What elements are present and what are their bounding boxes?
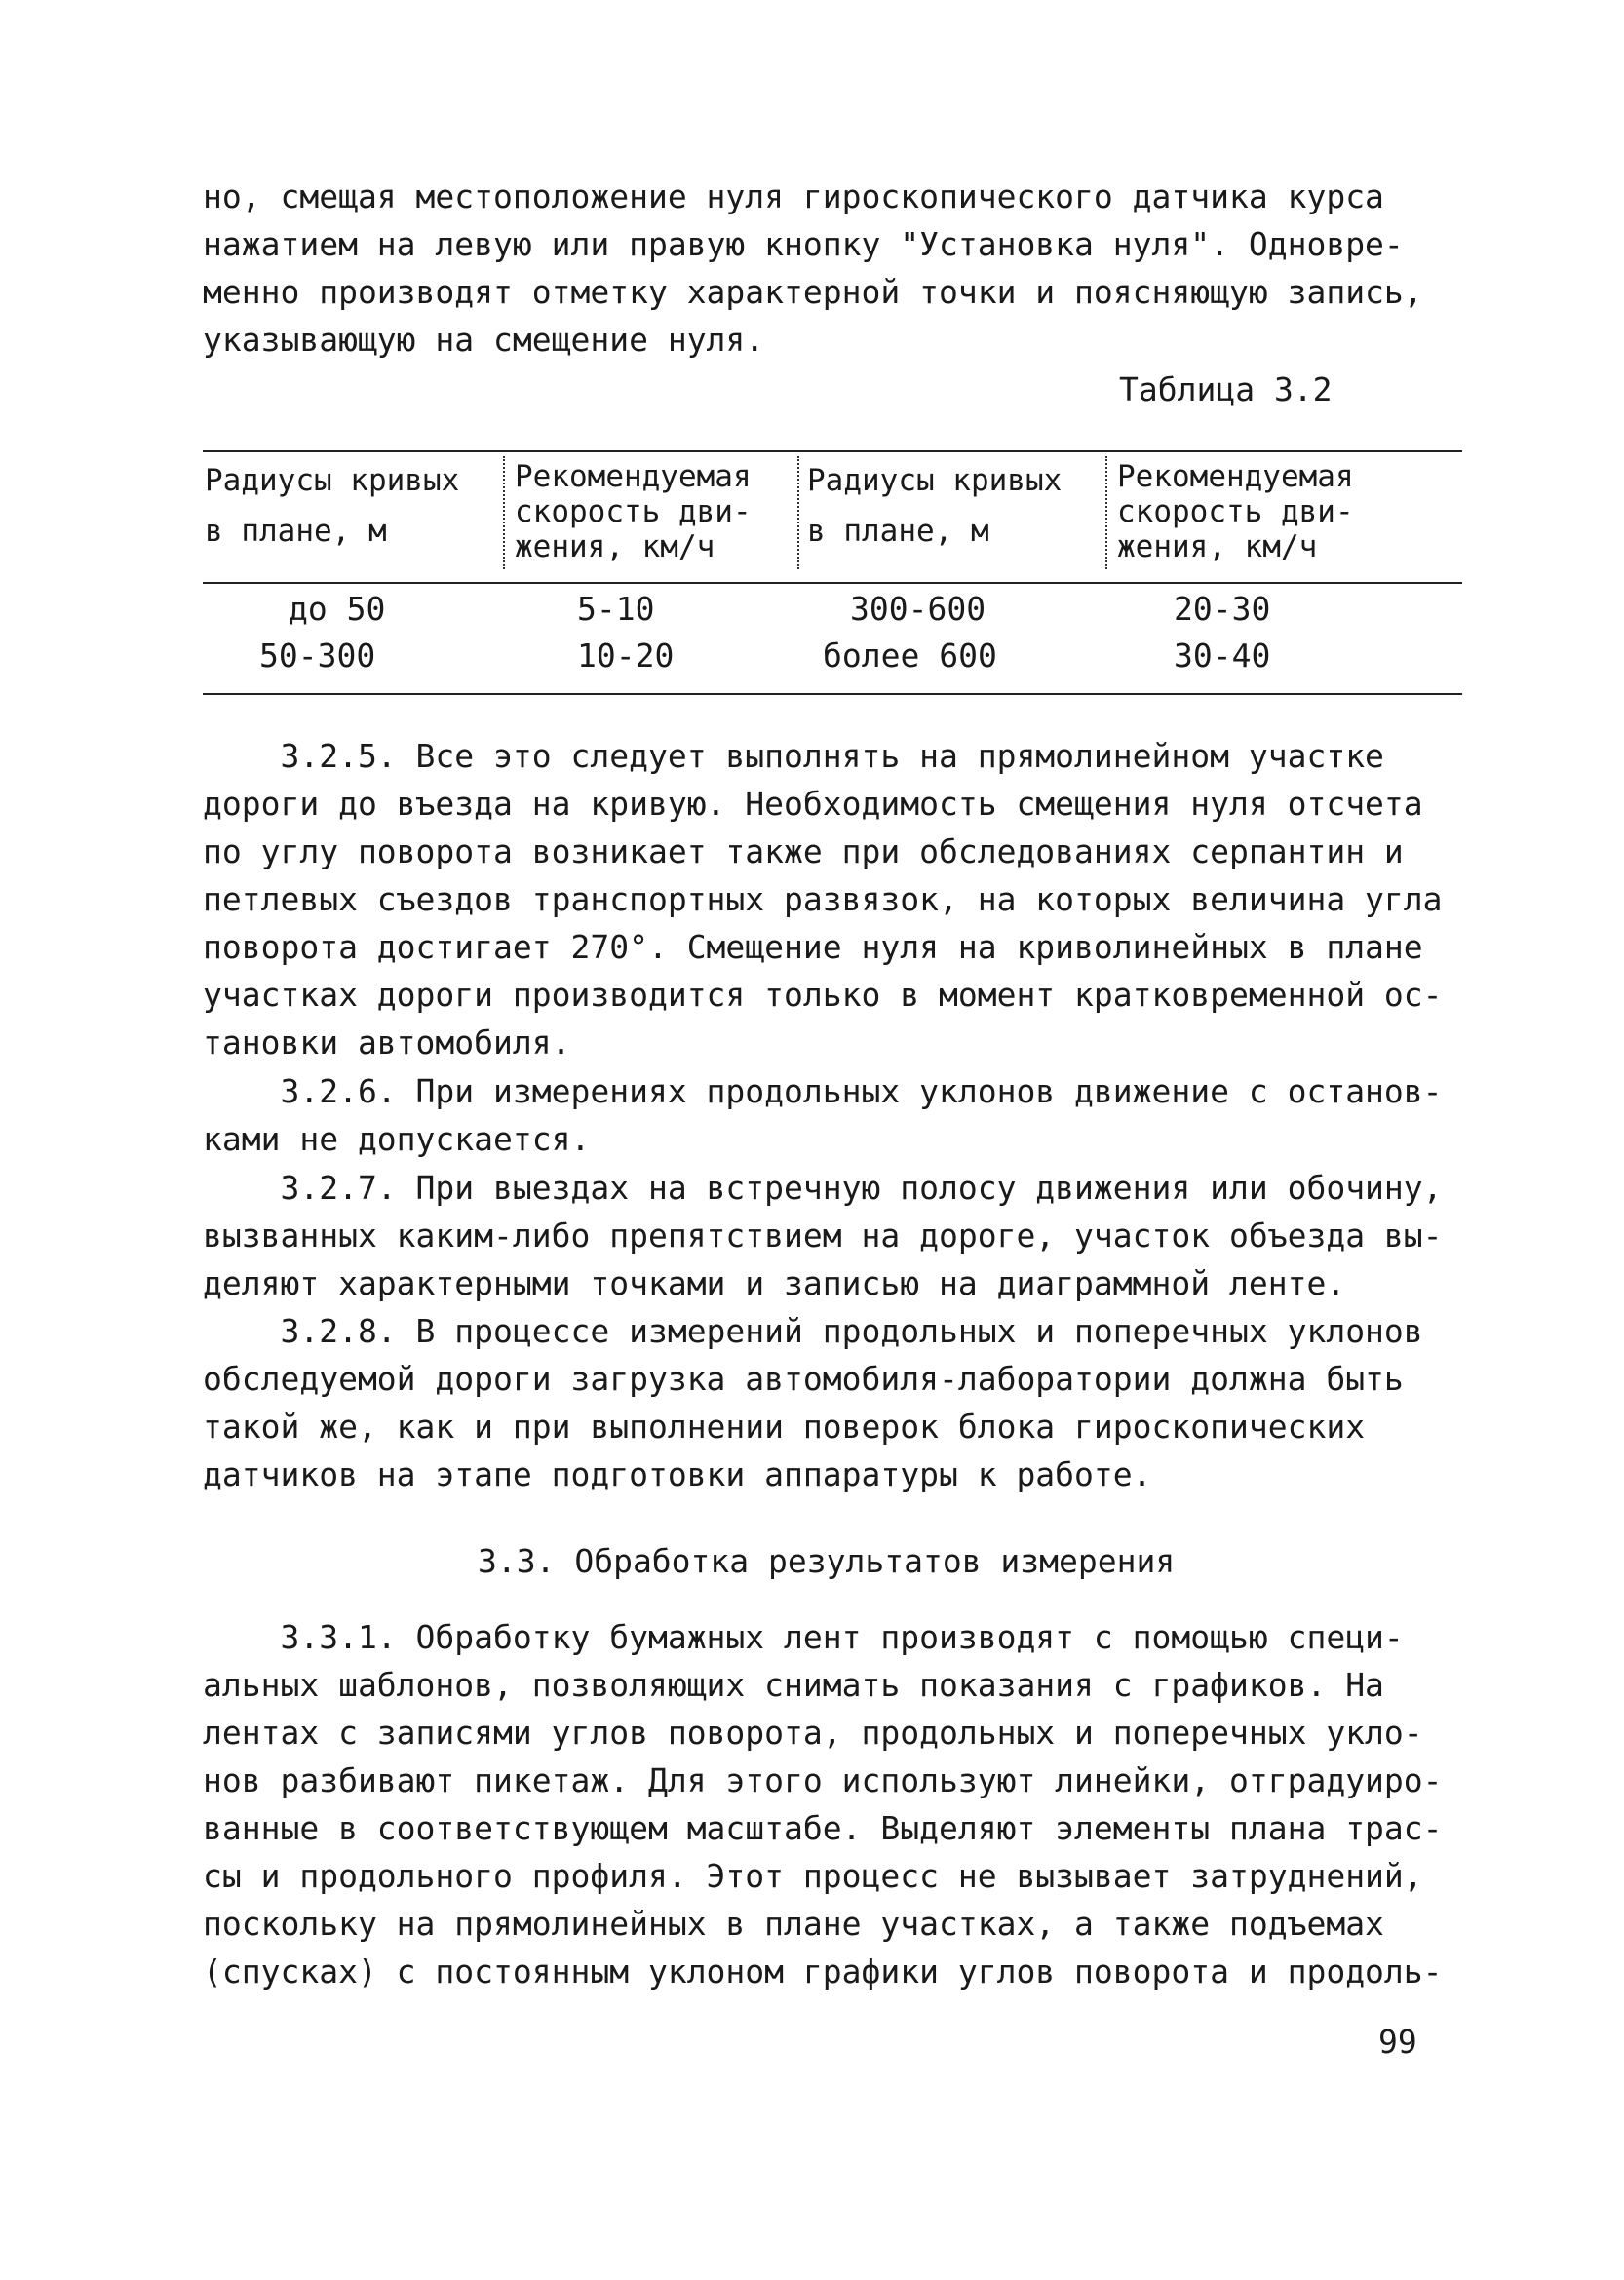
- table-cell: 30-40: [1174, 637, 1271, 675]
- table-header-cell: Рекомендуемая: [515, 459, 752, 494]
- table-cell: 5-10: [577, 590, 655, 628]
- table-cell: 50-300: [259, 637, 376, 675]
- body-text-line: лентах с записями углов поворота, продольных и поперечных укло-: [203, 1714, 1423, 1752]
- table-header-cell: жения, км/ч: [515, 529, 715, 564]
- page-number: 99: [1378, 2023, 1417, 2061]
- body-text-line: поворота достигает 270°. Смещение нуля на криволинейных в плане: [203, 928, 1423, 966]
- body-text-line: по углу поворота возникает также при обследованиях серпантин и: [203, 832, 1404, 870]
- table-cell: более 600: [823, 637, 997, 675]
- table-header-cell: скорость дви-: [515, 494, 752, 529]
- body-text-line: альных шаблонов, позволяющих снимать показания с графиков. На: [203, 1666, 1384, 1704]
- body-text-line: указывающую на смещение нуля.: [203, 321, 765, 359]
- body-text-line: 3.2.6. При измерениях продольных уклонов движение с останов-: [203, 1072, 1443, 1110]
- section-heading: 3.3. Обработка результатов измерения: [478, 1542, 1176, 1580]
- column-divider: [797, 456, 799, 569]
- table-cell: 300-600: [850, 590, 986, 628]
- body-text-line: сы и продольного профиля. Этот процесс не вызывает затруднений,: [203, 1857, 1423, 1895]
- body-text-line: обследуемой дороги загрузка автомобиля-лаборатории должна быть: [203, 1360, 1404, 1398]
- table-bottom-rule: [203, 693, 1462, 695]
- column-divider: [503, 456, 505, 569]
- body-text-line: ками не допускается.: [203, 1120, 591, 1158]
- body-text-line: нажатием на левую или правую кнопку "Установка нуля". Одновре-: [203, 225, 1404, 263]
- body-text-line: датчиков на этапе подготовки аппаратуры к работе.: [203, 1455, 1152, 1493]
- table-header-cell: Радиусы кривых: [807, 463, 1063, 498]
- table-header-cell: скорость дви-: [1117, 494, 1354, 529]
- table-header-cell: жения, км/ч: [1117, 529, 1318, 564]
- table-cell: 20-30: [1174, 590, 1271, 628]
- body-text-line: участках дороги производится только в момент кратковременной ос-: [203, 976, 1443, 1014]
- table-cell: до 50: [289, 590, 386, 628]
- body-text-line: но, смещая местоположение нуля гироскопического датчика курса: [203, 177, 1384, 215]
- body-text-line: 3.2.5. Все это следует выполнять на прямолинейном участке: [203, 737, 1384, 775]
- body-text-line: деляют характерными точками и записью на диаграммной ленте.: [203, 1264, 1346, 1302]
- body-text-line: тановки автомобиля.: [203, 1024, 571, 1062]
- body-text-line: дороги до въезда на кривую. Необходимость смещения нуля отсчета: [203, 785, 1423, 823]
- body-text-line: (спусках) с постоянным уклоном графики углов поворота и продоль-: [203, 1952, 1443, 1990]
- table-header-rule: [203, 582, 1462, 584]
- table-cell: 10-20: [577, 637, 675, 675]
- table-caption: Таблица 3.2: [1119, 370, 1333, 408]
- body-text-line: ванные в соответствующем масштабе. Выделяют элементы плана трас-: [203, 1809, 1443, 1847]
- body-text-line: нов разбивают пикетаж. Для этого используют линейки, отградуиро-: [203, 1761, 1443, 1799]
- table-header-cell: в плане, м: [205, 514, 387, 549]
- body-text-line: петлевых съездов транспортных развязок, на которых величина угла: [203, 880, 1443, 918]
- body-text-line: 3.3.1. Обработку бумажных лент производят с помощью специ-: [203, 1618, 1404, 1656]
- body-text-line: 3.2.7. При выездах на встречную полосу движения или обочину,: [203, 1169, 1443, 1207]
- table-header-cell: Радиусы кривых: [205, 463, 460, 498]
- table-top-rule: [203, 450, 1462, 452]
- body-text-line: 3.2.8. В процессе измерений продольных и поперечных уклонов: [203, 1312, 1423, 1350]
- table-header-cell: в плане, м: [807, 514, 989, 549]
- body-text-line: менно производят отметку характерной точки и поясняющую запись,: [203, 273, 1423, 311]
- column-divider: [1105, 456, 1107, 569]
- body-text-line: вызванных каким-либо препятствием на дороге, участок объезда вы-: [203, 1217, 1443, 1255]
- body-text-line: такой же, как и при выполнении поверок блока гироскопических: [203, 1408, 1366, 1446]
- table-header-cell: Рекомендуемая: [1117, 459, 1354, 494]
- body-text-line: поскольку на прямолинейных в плане участках, а также подъемах: [203, 1905, 1384, 1943]
